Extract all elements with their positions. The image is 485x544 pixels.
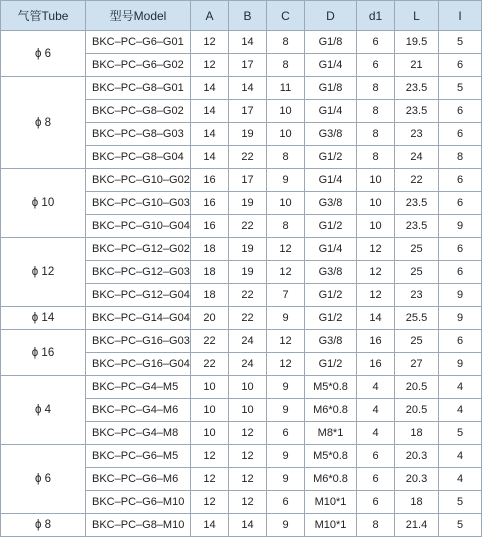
header-i: I <box>439 1 482 31</box>
a-cell: 10 <box>191 376 229 399</box>
d-cell: G3/8 <box>305 261 357 284</box>
c-cell: 6 <box>267 491 305 514</box>
i-cell: 6 <box>439 238 482 261</box>
header-d1: d1 <box>357 1 395 31</box>
table-row <box>1 376 482 399</box>
d-cell: G3/8 <box>305 330 357 353</box>
i-cell: 5 <box>439 77 482 100</box>
model-cell: BKC–PC–G12–G02 <box>86 238 191 261</box>
a-cell: 10 <box>191 422 229 445</box>
model-cell: BKC–PC–G16–G04 <box>86 353 191 376</box>
l-cell: 20.3 <box>395 445 439 468</box>
a-cell: 22 <box>191 353 229 376</box>
table-row <box>1 307 482 330</box>
d1-cell: 8 <box>357 100 395 123</box>
a-cell: 12 <box>191 54 229 77</box>
d1-cell: 12 <box>357 238 395 261</box>
d-cell: G1/2 <box>305 353 357 376</box>
l-cell: 23 <box>395 123 439 146</box>
i-cell: 5 <box>439 422 482 445</box>
d-cell: M10*1 <box>305 491 357 514</box>
d-cell: G1/4 <box>305 238 357 261</box>
d1-cell: 4 <box>357 422 395 445</box>
d1-cell: 4 <box>357 376 395 399</box>
a-cell: 12 <box>191 468 229 491</box>
b-cell: 10 <box>229 376 267 399</box>
i-cell: 5 <box>439 31 482 54</box>
b-cell: 17 <box>229 169 267 192</box>
l-cell: 19.5 <box>395 31 439 54</box>
b-cell: 24 <box>229 353 267 376</box>
b-cell: 22 <box>229 146 267 169</box>
d1-cell: 6 <box>357 491 395 514</box>
a-cell: 14 <box>191 514 229 537</box>
b-cell: 12 <box>229 445 267 468</box>
c-cell: 10 <box>267 100 305 123</box>
d1-cell: 8 <box>357 146 395 169</box>
c-cell: 12 <box>267 353 305 376</box>
d-cell: M6*0.8 <box>305 468 357 491</box>
d1-cell: 8 <box>357 514 395 537</box>
c-cell: 12 <box>267 238 305 261</box>
d1-cell: 16 <box>357 353 395 376</box>
d-cell: G1/2 <box>305 284 357 307</box>
d1-cell: 6 <box>357 468 395 491</box>
a-cell: 18 <box>191 238 229 261</box>
l-cell: 27 <box>395 353 439 376</box>
tube-size-cell: ϕ 8 <box>1 514 86 537</box>
model-cell: BKC–PC–G4–M6 <box>86 399 191 422</box>
tube-size-cell: ϕ 6 <box>1 445 86 514</box>
model-cell: BKC–PC–G10–G03 <box>86 192 191 215</box>
a-cell: 12 <box>191 491 229 514</box>
d1-cell: 14 <box>357 307 395 330</box>
l-cell: 23.5 <box>395 77 439 100</box>
d1-cell: 6 <box>357 445 395 468</box>
d1-cell: 8 <box>357 123 395 146</box>
d1-cell: 16 <box>357 330 395 353</box>
l-cell: 22 <box>395 169 439 192</box>
l-cell: 20.5 <box>395 376 439 399</box>
l-cell: 25 <box>395 238 439 261</box>
d-cell: M6*0.8 <box>305 399 357 422</box>
c-cell: 7 <box>267 284 305 307</box>
a-cell: 18 <box>191 261 229 284</box>
d1-cell: 8 <box>357 77 395 100</box>
i-cell: 4 <box>439 376 482 399</box>
c-cell: 9 <box>267 514 305 537</box>
d-cell: M10*1 <box>305 514 357 537</box>
a-cell: 12 <box>191 31 229 54</box>
c-cell: 10 <box>267 123 305 146</box>
model-cell: BKC–PC–G6–G02 <box>86 54 191 77</box>
model-cell: BKC–PC–G8–M10 <box>86 514 191 537</box>
d-cell: G1/4 <box>305 100 357 123</box>
table-row <box>1 169 482 192</box>
i-cell: 9 <box>439 215 482 238</box>
d-cell: M5*0.8 <box>305 376 357 399</box>
i-cell: 6 <box>439 330 482 353</box>
c-cell: 10 <box>267 192 305 215</box>
l-cell: 20.5 <box>395 399 439 422</box>
d1-cell: 6 <box>357 54 395 77</box>
header-tube: 气管Tube <box>1 1 86 31</box>
tube-size-cell: ϕ 16 <box>1 330 86 376</box>
a-cell: 16 <box>191 169 229 192</box>
model-cell: BKC–PC–G8–G01 <box>86 77 191 100</box>
i-cell: 4 <box>439 468 482 491</box>
b-cell: 12 <box>229 468 267 491</box>
b-cell: 14 <box>229 31 267 54</box>
i-cell: 9 <box>439 284 482 307</box>
l-cell: 21.4 <box>395 514 439 537</box>
l-cell: 23 <box>395 284 439 307</box>
header-a: A <box>191 1 229 31</box>
b-cell: 19 <box>229 238 267 261</box>
a-cell: 10 <box>191 399 229 422</box>
d1-cell: 12 <box>357 261 395 284</box>
b-cell: 19 <box>229 261 267 284</box>
c-cell: 9 <box>267 376 305 399</box>
d-cell: M8*1 <box>305 422 357 445</box>
i-cell: 5 <box>439 491 482 514</box>
model-cell: BKC–PC–G16–G03 <box>86 330 191 353</box>
c-cell: 9 <box>267 399 305 422</box>
b-cell: 19 <box>229 123 267 146</box>
i-cell: 6 <box>439 123 482 146</box>
a-cell: 16 <box>191 215 229 238</box>
a-cell: 14 <box>191 100 229 123</box>
l-cell: 23.5 <box>395 215 439 238</box>
b-cell: 22 <box>229 215 267 238</box>
model-cell: BKC–PC–G4–M8 <box>86 422 191 445</box>
b-cell: 12 <box>229 422 267 445</box>
b-cell: 14 <box>229 77 267 100</box>
c-cell: 9 <box>267 307 305 330</box>
table-row <box>1 77 482 100</box>
l-cell: 18 <box>395 422 439 445</box>
table-row <box>1 31 482 54</box>
model-cell: BKC–PC–G8–G03 <box>86 123 191 146</box>
model-cell: BKC–PC–G10–G02 <box>86 169 191 192</box>
tube-size-cell: ϕ 10 <box>1 169 86 238</box>
model-cell: BKC–PC–G8–G02 <box>86 100 191 123</box>
header-row <box>1 1 482 31</box>
b-cell: 14 <box>229 514 267 537</box>
tube-size-cell: ϕ 8 <box>1 77 86 169</box>
tube-size-cell: ϕ 4 <box>1 376 86 445</box>
d1-cell: 4 <box>357 399 395 422</box>
d-cell: M5*0.8 <box>305 445 357 468</box>
tube-size-cell: ϕ 14 <box>1 307 86 330</box>
c-cell: 9 <box>267 445 305 468</box>
l-cell: 25 <box>395 330 439 353</box>
d-cell: G1/4 <box>305 169 357 192</box>
model-cell: BKC–PC–G6–M6 <box>86 468 191 491</box>
b-cell: 17 <box>229 100 267 123</box>
c-cell: 9 <box>267 169 305 192</box>
l-cell: 21 <box>395 54 439 77</box>
l-cell: 18 <box>395 491 439 514</box>
l-cell: 24 <box>395 146 439 169</box>
a-cell: 18 <box>191 284 229 307</box>
d-cell: G1/8 <box>305 31 357 54</box>
model-cell: BKC–PC–G8–G04 <box>86 146 191 169</box>
d1-cell: 10 <box>357 215 395 238</box>
model-cell: BKC–PC–G14–G04 <box>86 307 191 330</box>
a-cell: 14 <box>191 123 229 146</box>
a-cell: 14 <box>191 77 229 100</box>
c-cell: 8 <box>267 31 305 54</box>
model-cell: BKC–PC–G6–M10 <box>86 491 191 514</box>
a-cell: 22 <box>191 330 229 353</box>
i-cell: 6 <box>439 169 482 192</box>
i-cell: 5 <box>439 514 482 537</box>
b-cell: 22 <box>229 307 267 330</box>
i-cell: 8 <box>439 146 482 169</box>
a-cell: 14 <box>191 146 229 169</box>
b-cell: 12 <box>229 491 267 514</box>
c-cell: 12 <box>267 330 305 353</box>
c-cell: 12 <box>267 261 305 284</box>
d-cell: G1/2 <box>305 146 357 169</box>
tube-size-cell: ϕ 12 <box>1 238 86 307</box>
d-cell: G1/4 <box>305 54 357 77</box>
d-cell: G1/2 <box>305 307 357 330</box>
d1-cell: 10 <box>357 169 395 192</box>
i-cell: 9 <box>439 353 482 376</box>
header-l: L <box>395 1 439 31</box>
i-cell: 6 <box>439 192 482 215</box>
c-cell: 8 <box>267 215 305 238</box>
model-cell: BKC–PC–G6–G01 <box>86 31 191 54</box>
header-d: D <box>305 1 357 31</box>
model-cell: BKC–PC–G12–G04 <box>86 284 191 307</box>
l-cell: 20.3 <box>395 468 439 491</box>
l-cell: 23.5 <box>395 192 439 215</box>
table-body <box>1 31 482 537</box>
d1-cell: 6 <box>357 31 395 54</box>
d-cell: G1/2 <box>305 215 357 238</box>
l-cell: 23.5 <box>395 100 439 123</box>
table-row <box>1 514 482 537</box>
table-row <box>1 445 482 468</box>
model-cell: BKC–PC–G4–M5 <box>86 376 191 399</box>
i-cell: 6 <box>439 261 482 284</box>
b-cell: 10 <box>229 399 267 422</box>
table-row <box>1 330 482 353</box>
d1-cell: 10 <box>357 192 395 215</box>
b-cell: 22 <box>229 284 267 307</box>
c-cell: 11 <box>267 77 305 100</box>
d1-cell: 12 <box>357 284 395 307</box>
model-cell: BKC–PC–G6–M5 <box>86 445 191 468</box>
c-cell: 8 <box>267 54 305 77</box>
i-cell: 9 <box>439 307 482 330</box>
c-cell: 9 <box>267 468 305 491</box>
c-cell: 6 <box>267 422 305 445</box>
tube-size-cell: ϕ 6 <box>1 31 86 77</box>
header-model: 型号Model <box>86 1 191 31</box>
d-cell: G3/8 <box>305 192 357 215</box>
i-cell: 4 <box>439 445 482 468</box>
b-cell: 24 <box>229 330 267 353</box>
a-cell: 12 <box>191 445 229 468</box>
b-cell: 17 <box>229 54 267 77</box>
a-cell: 16 <box>191 192 229 215</box>
c-cell: 8 <box>267 146 305 169</box>
header-b: B <box>229 1 267 31</box>
i-cell: 4 <box>439 399 482 422</box>
l-cell: 25.5 <box>395 307 439 330</box>
header-c: C <box>267 1 305 31</box>
i-cell: 6 <box>439 100 482 123</box>
b-cell: 19 <box>229 192 267 215</box>
model-cell: BKC–PC–G12–G03 <box>86 261 191 284</box>
l-cell: 25 <box>395 261 439 284</box>
i-cell: 6 <box>439 54 482 77</box>
d-cell: G3/8 <box>305 123 357 146</box>
model-cell: BKC–PC–G10–G04 <box>86 215 191 238</box>
table-row <box>1 238 482 261</box>
d-cell: G1/8 <box>305 77 357 100</box>
a-cell: 20 <box>191 307 229 330</box>
